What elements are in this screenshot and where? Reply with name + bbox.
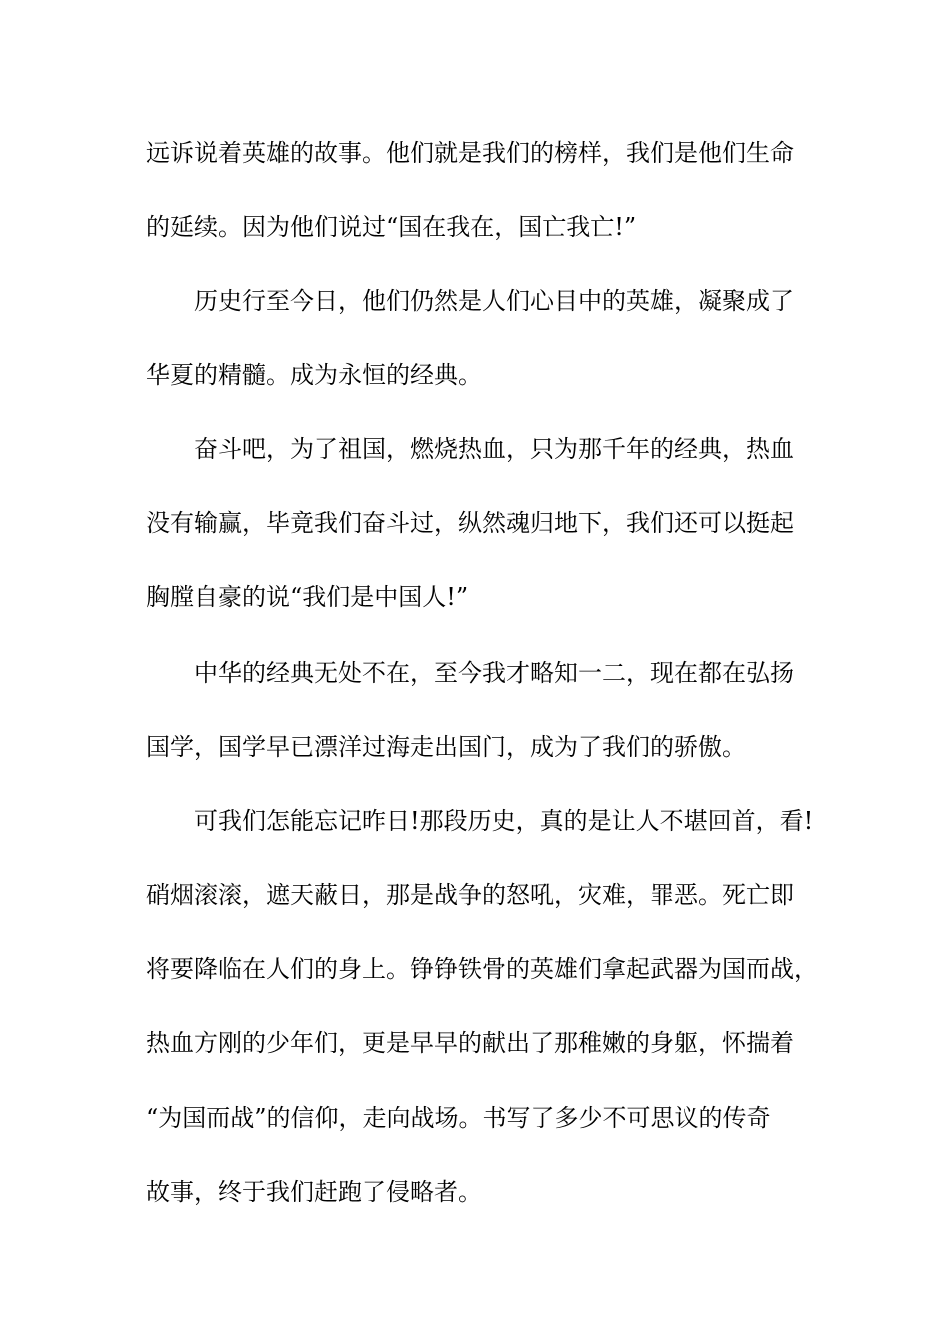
text-line: 硝烟滚滚，遮天蔽日，那是战争的怒吼，灾难，罪恶。死亡即 <box>146 881 794 909</box>
text-line: 热血方刚的少年们，更是早早的献出了那稚嫩的身躯，怀揣着 <box>146 1029 794 1057</box>
text-line: 故事，终于我们赶跑了侵略者。 <box>146 1178 482 1206</box>
text-line: “为国而战”的信仰，走向战场。书写了多少不可思议的传奇 <box>146 1104 771 1132</box>
paragraph-first-line: 历史行至今日，他们仍然是人们心目中的英雄，凝聚成了 <box>194 287 794 315</box>
text-line: 没有输赢，毕竟我们奋斗过，纵然魂归地下，我们还可以挺起 <box>146 509 794 537</box>
paragraph-first-line: 奋斗吧，为了祖国，燃烧热血，只为那千年的经典，热血 <box>194 435 794 463</box>
paragraph-first-line: 中华的经典无处不在，至今我才略知一二，现在都在弘扬 <box>194 659 794 687</box>
text-line: 胸膛自豪的说“我们是中国人!” <box>146 583 469 611</box>
text-line: 的延续。因为他们说过“国在我在，国亡我亡!” <box>146 213 637 241</box>
paragraph-first-line: 可我们怎能忘记昨日!那段历史，真的是让人不堪回首，看! <box>194 807 814 835</box>
text-line: 国学，国学早已漂洋过海走出国门，成为了我们的骄傲。 <box>146 733 746 761</box>
text-line: 远诉说着英雄的故事。他们就是我们的榜样，我们是他们生命 <box>146 139 794 167</box>
text-line: 将要降临在人们的身上。铮铮铁骨的英雄们拿起武器为国而战， <box>146 955 818 983</box>
text-line: 华夏的精髓。成为永恒的经典。 <box>146 361 482 389</box>
